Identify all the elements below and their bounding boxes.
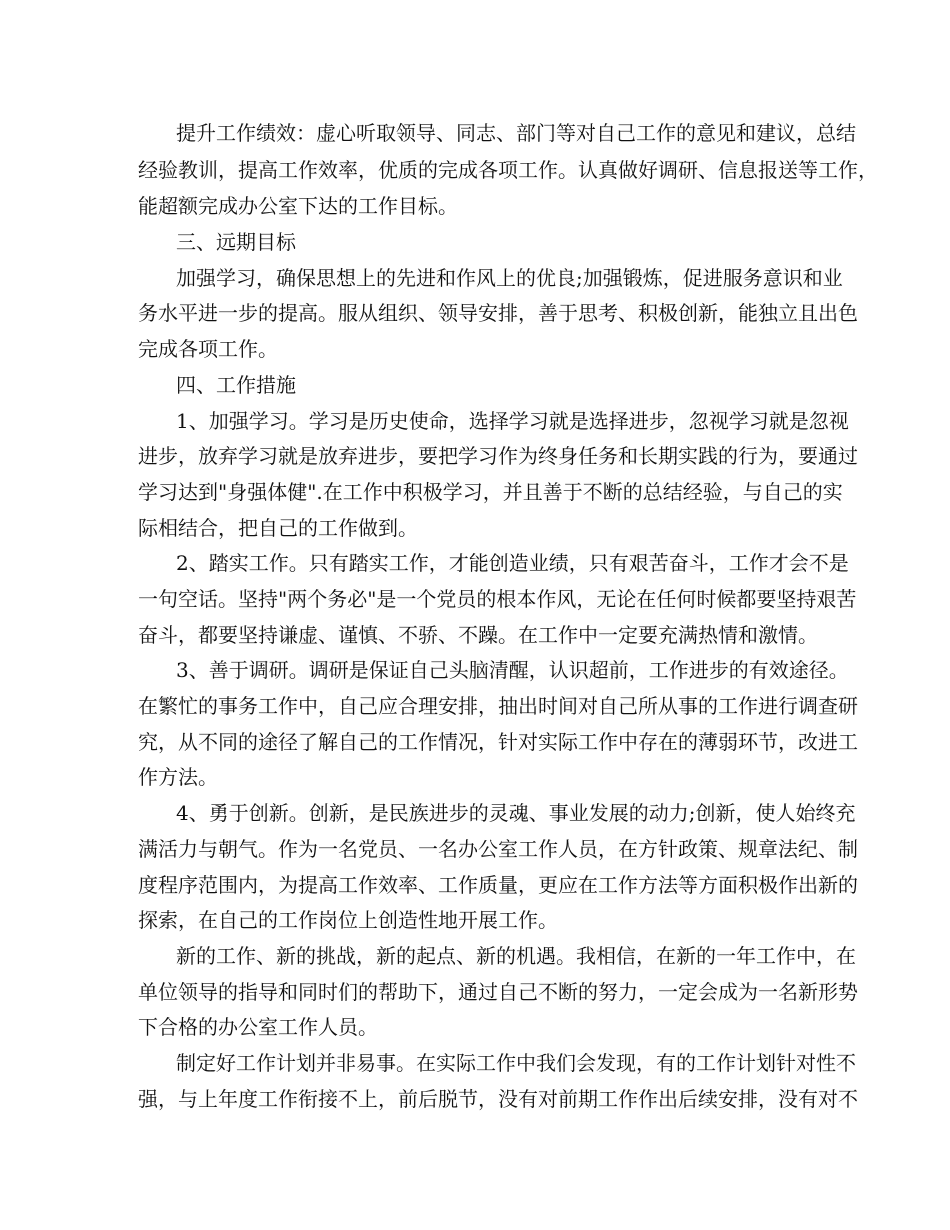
text-line: 作方法。 bbox=[138, 765, 218, 789]
text-line: 下合格的办公室工作人员。 bbox=[138, 1015, 378, 1039]
text-line: 一句空话。坚持"两个务必"是一个党员的根本作风，无论在任何时候都要坚持艰苦 bbox=[138, 587, 857, 611]
text-line: 能超额完成办公室下达的工作目标。 bbox=[138, 194, 458, 218]
text-line: 完成各项工作。 bbox=[138, 337, 278, 361]
section-heading: 四、工作措施 bbox=[176, 373, 296, 397]
text-line: 制定好工作计划并非易事。在实际工作中我们会发现，有的工作计划针对性不 bbox=[176, 1051, 856, 1075]
text-line: 满活力与朝气。作为一名党员、一名办公室工作人员，在方针政策、规章法纪、制 bbox=[138, 837, 858, 861]
text-line: 经验教训，提高工作效率，优质的完成各项工作。认真做好调研、信息报送等工作， bbox=[138, 158, 878, 182]
text-line: 2、踏实工作。只有踏实工作，才能创造业绩，只有艰苦奋斗，工作才会不是 bbox=[176, 551, 849, 575]
text-line: 强，与上年度工作衔接不上，前后脱节，没有对前期工作作出后续安排，没有对不 bbox=[138, 1087, 858, 1111]
text-line: 际相结合，把自己的工作做到。 bbox=[138, 516, 418, 540]
text-line: 探索，在自己的工作岗位上创造性地开展工作。 bbox=[138, 908, 558, 932]
text-line: 究，从不同的途径了解自己的工作情况，针对实际工作中存在的薄弱环节，改进工 bbox=[138, 730, 858, 754]
text-line: 1、加强学习。学习是历史使命，选择学习就是选择进步，忽视学习就是忽视 bbox=[176, 409, 849, 433]
section-heading: 三、远期目标 bbox=[176, 230, 296, 254]
text-line: 奋斗，都要坚持谦虚、谨慎、不骄、不躁。在工作中一定要充满热情和激情。 bbox=[138, 623, 818, 647]
text-line: 提升工作绩效：虚心听取领导、同志、部门等对自己工作的意见和建议，总结 bbox=[176, 121, 856, 145]
text-line: 在繁忙的事务工作中，自己应合理安排，抽出时间对自己所从事的工作进行调查研 bbox=[138, 694, 858, 718]
text-line: 加强学习，确保思想上的先进和作风上的优良;加强锻炼，促进服务意识和业 bbox=[176, 266, 843, 290]
text-line: 单位领导的指导和同时们的帮助下，通过自己不断的努力，一定会成为一名新形势 bbox=[138, 980, 858, 1004]
text-line: 进步，放弃学习就是放弃进步，要把学习作为终身任务和长期实践的行为，要通过 bbox=[138, 444, 858, 468]
text-line: 3、善于调研。调研是保证自己头脑清醒，认识超前，工作进步的有效途径。 bbox=[176, 658, 849, 682]
text-line: 4、勇于创新。创新，是民族进步的灵魂、事业发展的动力;创新，使人始终充 bbox=[176, 801, 856, 825]
text-line: 学习达到"身强体健".在工作中积极学习，并且善于不断的总结经验，与自己的实 bbox=[138, 480, 843, 504]
text-line: 度程序范围内，为提高工作效率、工作质量，更应在工作方法等方面积极作出新的 bbox=[138, 873, 858, 897]
text-line: 务水平进一步的提高。服从组织、领导安排，善于思考、积极创新，能独立且出色 bbox=[138, 301, 858, 325]
text-line: 新的工作、新的挑战，新的起点、新的机遇。我相信，在新的一年工作中，在 bbox=[176, 944, 856, 968]
